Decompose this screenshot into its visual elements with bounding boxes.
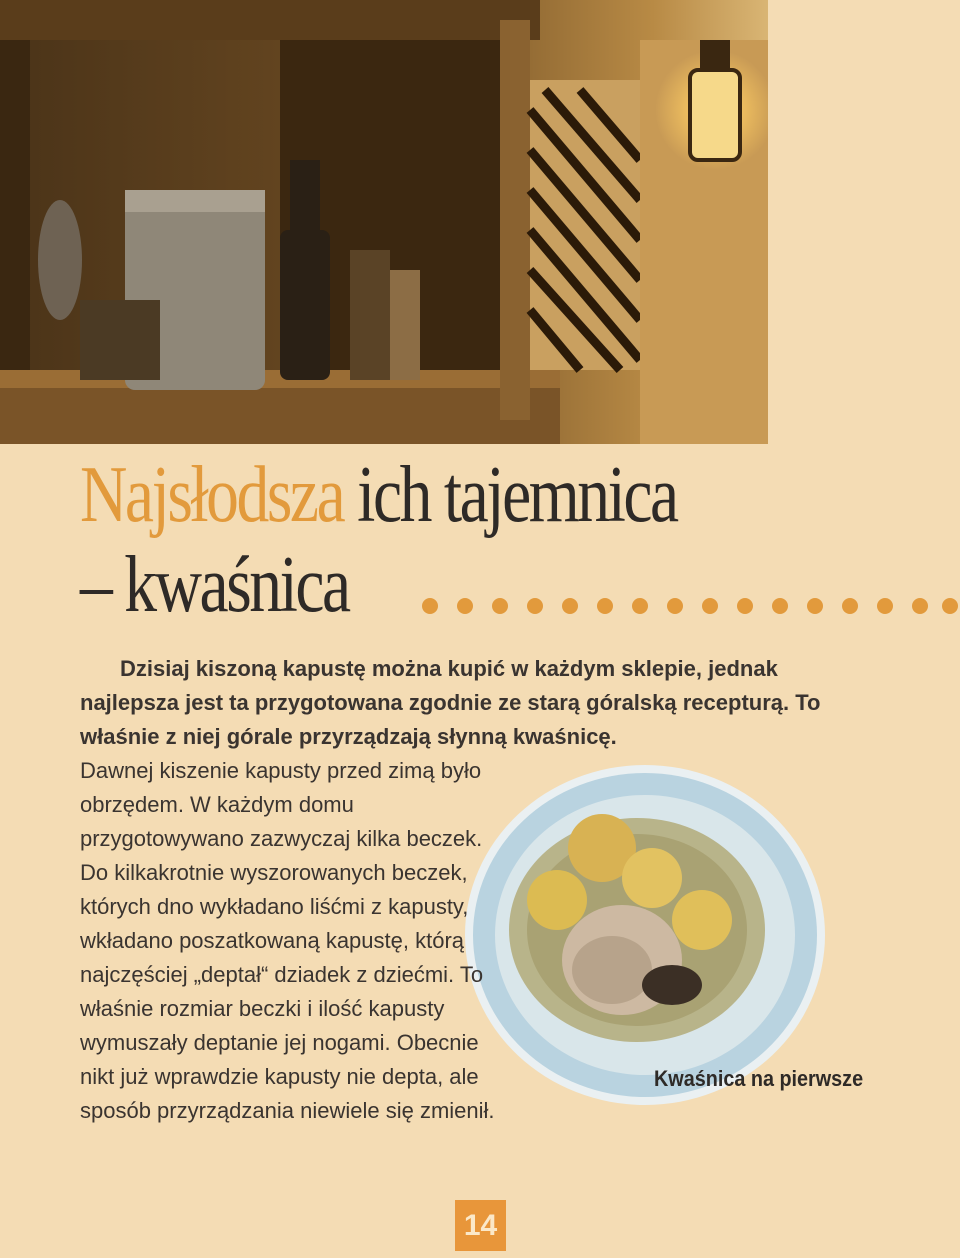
body-text: Dawnej kiszenie kapusty przed zimą było obrzędem. W każdym domu przygotowywano zazwyczaj kilka beczek. Do kilkakrotnie wyszorowanych beczek, których dno wykładano liśćmi z kapusty, wkładano poszatkowaną kapustę, którą najczęściej „deptał“ dziadek z dziećmi. To właśnie rozmiar beczki i ilość kapusty wymuszały deptanie jej nogami. Obecnie nikt już wprawdzie kapusty nie depta, ale sposób przyrządzania niewiele się zmienił. bbox=[80, 758, 495, 1123]
title-line1-rest: ich tajemnica bbox=[343, 451, 677, 539]
plate-text-wrap bbox=[502, 754, 880, 1072]
page-number: 14 bbox=[455, 1200, 506, 1251]
cellar-shelf-photo bbox=[0, 0, 768, 444]
photo-caption: Kwaśnica na pierwsze bbox=[654, 1066, 864, 1091]
lead-paragraph: Dzisiaj kiszoną kapustę można kupić w każdym sklepie, jednak najlepsza jest ta przygotowana zgodnie ze starą góralską recepturą. To właśnie z niej górale przyrządzają słynną kwaśnicę. bbox=[80, 656, 821, 749]
dotted-divider bbox=[420, 596, 960, 616]
title-accent-word: Najsłodsza bbox=[80, 451, 344, 539]
title-line2: – kwaśnica bbox=[80, 541, 349, 629]
